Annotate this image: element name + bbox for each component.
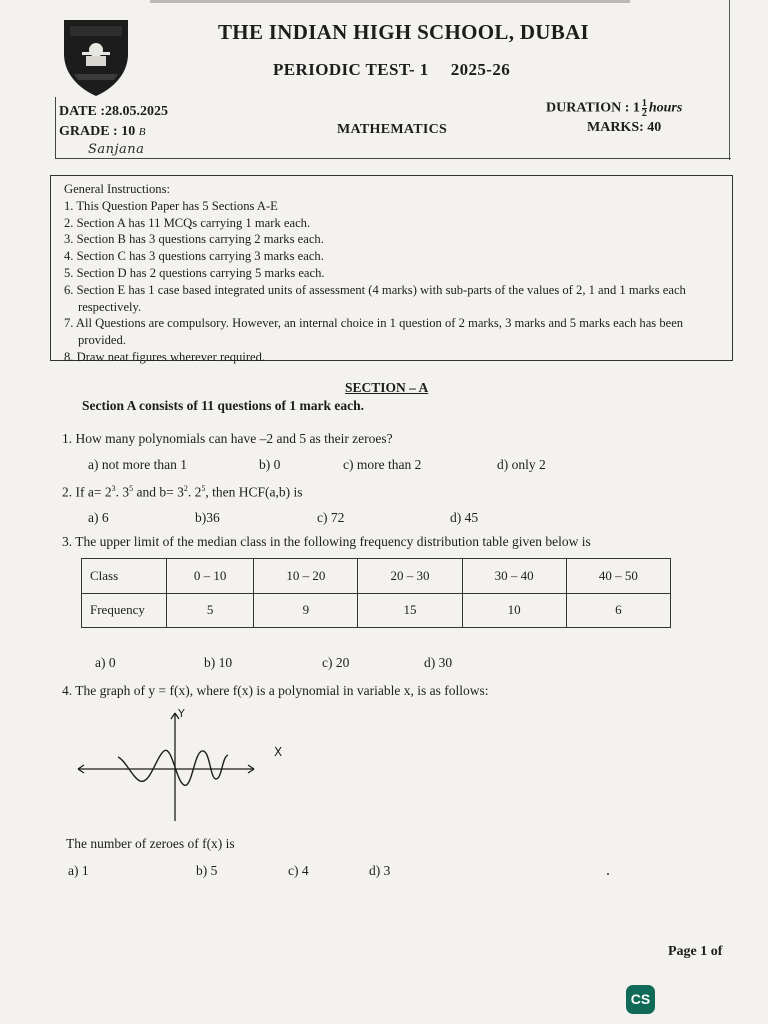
fraction-denominator: 2 [641, 108, 647, 119]
question-1: 1. How many polynomials can have –2 and 5 as their zeroes? [62, 431, 393, 446]
q2-option-d: d) 45 [450, 510, 479, 525]
polynomial-curve [118, 750, 228, 785]
q4-option-b: b) 5 [196, 863, 218, 878]
q2-text-part: . 2 [187, 484, 202, 500]
y-axis-label: Y [178, 707, 185, 720]
exam-date: DATE :28.05.2025 [59, 104, 169, 119]
x-axis-label: X [274, 745, 283, 759]
q3-option-c: c) 20 [322, 655, 350, 670]
q2-text-part: , then HCF(a,b) is [205, 484, 303, 500]
q2-text-part: and b= 3 [133, 484, 184, 500]
question-2 [62, 484, 302, 501]
class-cell: 0 – 10 [167, 559, 254, 594]
question-3: 3. The upper limit of the median class in the following frequency distribution table given below is [62, 534, 591, 549]
instructions-title: General Instructions: [64, 182, 170, 196]
q2-exponent: 5 [129, 484, 134, 493]
q3-option-b: b) 10 [204, 655, 233, 670]
section-description: Section A consists of 11 questions of 1 mark each. [82, 398, 365, 413]
q2-option-a: a) 6 [88, 510, 109, 525]
duration-unit: hours [648, 100, 683, 116]
q4-option-a: a) 1 [68, 863, 89, 878]
camscanner-badge: CS [626, 985, 655, 1014]
instruction-item: 1. This Question Paper has 5 Sections A-E [64, 198, 278, 213]
frequency-cell: 15 [358, 593, 462, 628]
class-cell: 30 – 40 [462, 559, 566, 594]
grade-value: GRADE : 10 [59, 124, 136, 139]
instruction-item: 5. Section D has 2 questions carrying 5 marks each. [64, 265, 325, 280]
instruction-item: 8. Draw neat figures wherever required. [64, 349, 266, 364]
question-4-prompt: The number of zeroes of f(x) is [66, 836, 235, 851]
duration-fraction [642, 99, 647, 118]
frequency-cell: 6 [566, 593, 670, 628]
q2-exponent: 3 [111, 484, 116, 493]
frequency-table [81, 558, 671, 628]
q2-option-b: b)36 [195, 510, 220, 525]
exam-duration [546, 99, 682, 118]
row-label-frequency: Frequency [82, 593, 167, 628]
q4-option-d: d) 3 [369, 863, 391, 878]
q2-option-c: c) 72 [317, 510, 345, 525]
page-number: Page 1 of [668, 944, 723, 959]
q1-option-b: b) 0 [259, 457, 281, 472]
class-cell: 20 – 30 [358, 559, 462, 594]
general-instructions [64, 181, 724, 366]
frequency-cell: 5 [167, 593, 254, 628]
q2-exponent: 5 [201, 484, 206, 493]
exam-grade [59, 124, 145, 140]
grade-handwritten: B [138, 126, 146, 138]
instruction-item: 2. Section A has 11 MCQs carrying 1 mark each. [64, 215, 311, 230]
instruction-item: 6. Section E has 1 case based integrated units of assessment (4 marks) with sub-parts of the values of 2, 1 and 1 marks each respectively. [64, 282, 686, 314]
row-label-class: Class [82, 559, 167, 594]
subject-name: MATHEMATICS [337, 122, 448, 137]
q4-option-c: c) 4 [288, 863, 309, 878]
test-title [273, 60, 510, 80]
q3-option-d: d) 30 [424, 655, 453, 670]
exam-marks: MARKS: 40 [587, 120, 662, 135]
instructions-list [64, 198, 724, 366]
q2-text-part: . 3 [115, 484, 130, 500]
question-4: 4. The graph of y = f(x), where f(x) is a polynomial in variable x, is as follows: [62, 683, 489, 698]
header-left-border [55, 97, 56, 159]
q1-option-c: c) more than 2 [343, 457, 422, 472]
fraction-numerator: 1 [641, 98, 647, 109]
q1-option-d: d) only 2 [497, 457, 546, 472]
frequency-cell: 10 [462, 593, 566, 628]
instruction-item: 7. All Questions are compulsory. However, an internal choice in 1 question of 2 marks, 3 marks and 5 marks each has been provided. [64, 316, 684, 348]
student-signature: Sanjana [88, 142, 145, 157]
q2-exponent: 2 [183, 484, 188, 493]
section-title: SECTION – A [345, 380, 429, 395]
academic-year: 2025-26 [450, 60, 511, 79]
header-bottom-border [55, 158, 731, 159]
frequency-cell: 9 [254, 593, 358, 628]
header-right-border [729, 0, 730, 160]
instruction-item: 3. Section B has 3 questions carrying 2 marks each. [64, 232, 324, 247]
q3-option-a: a) 0 [95, 655, 116, 670]
instruction-item: 4. Section C has 3 questions carrying 3 marks each. [64, 249, 324, 264]
school-name: THE INDIAN HIGH SCHOOL, DUBAI [218, 20, 590, 44]
top-edge-line [150, 0, 630, 3]
q2-text-part: 2. If a= 2 [62, 484, 112, 500]
table-row [82, 593, 671, 628]
polynomial-graph [72, 705, 292, 825]
table-row [82, 559, 671, 594]
class-cell: 10 – 20 [254, 559, 358, 594]
stray-mark [607, 873, 609, 875]
duration-label: DURATION : 1 [546, 100, 640, 116]
q1-option-a: a) not more than 1 [88, 457, 187, 472]
school-crest-logo [60, 14, 132, 98]
test-name: PERIODIC TEST- 1 [273, 60, 429, 79]
class-cell: 40 – 50 [566, 559, 670, 594]
